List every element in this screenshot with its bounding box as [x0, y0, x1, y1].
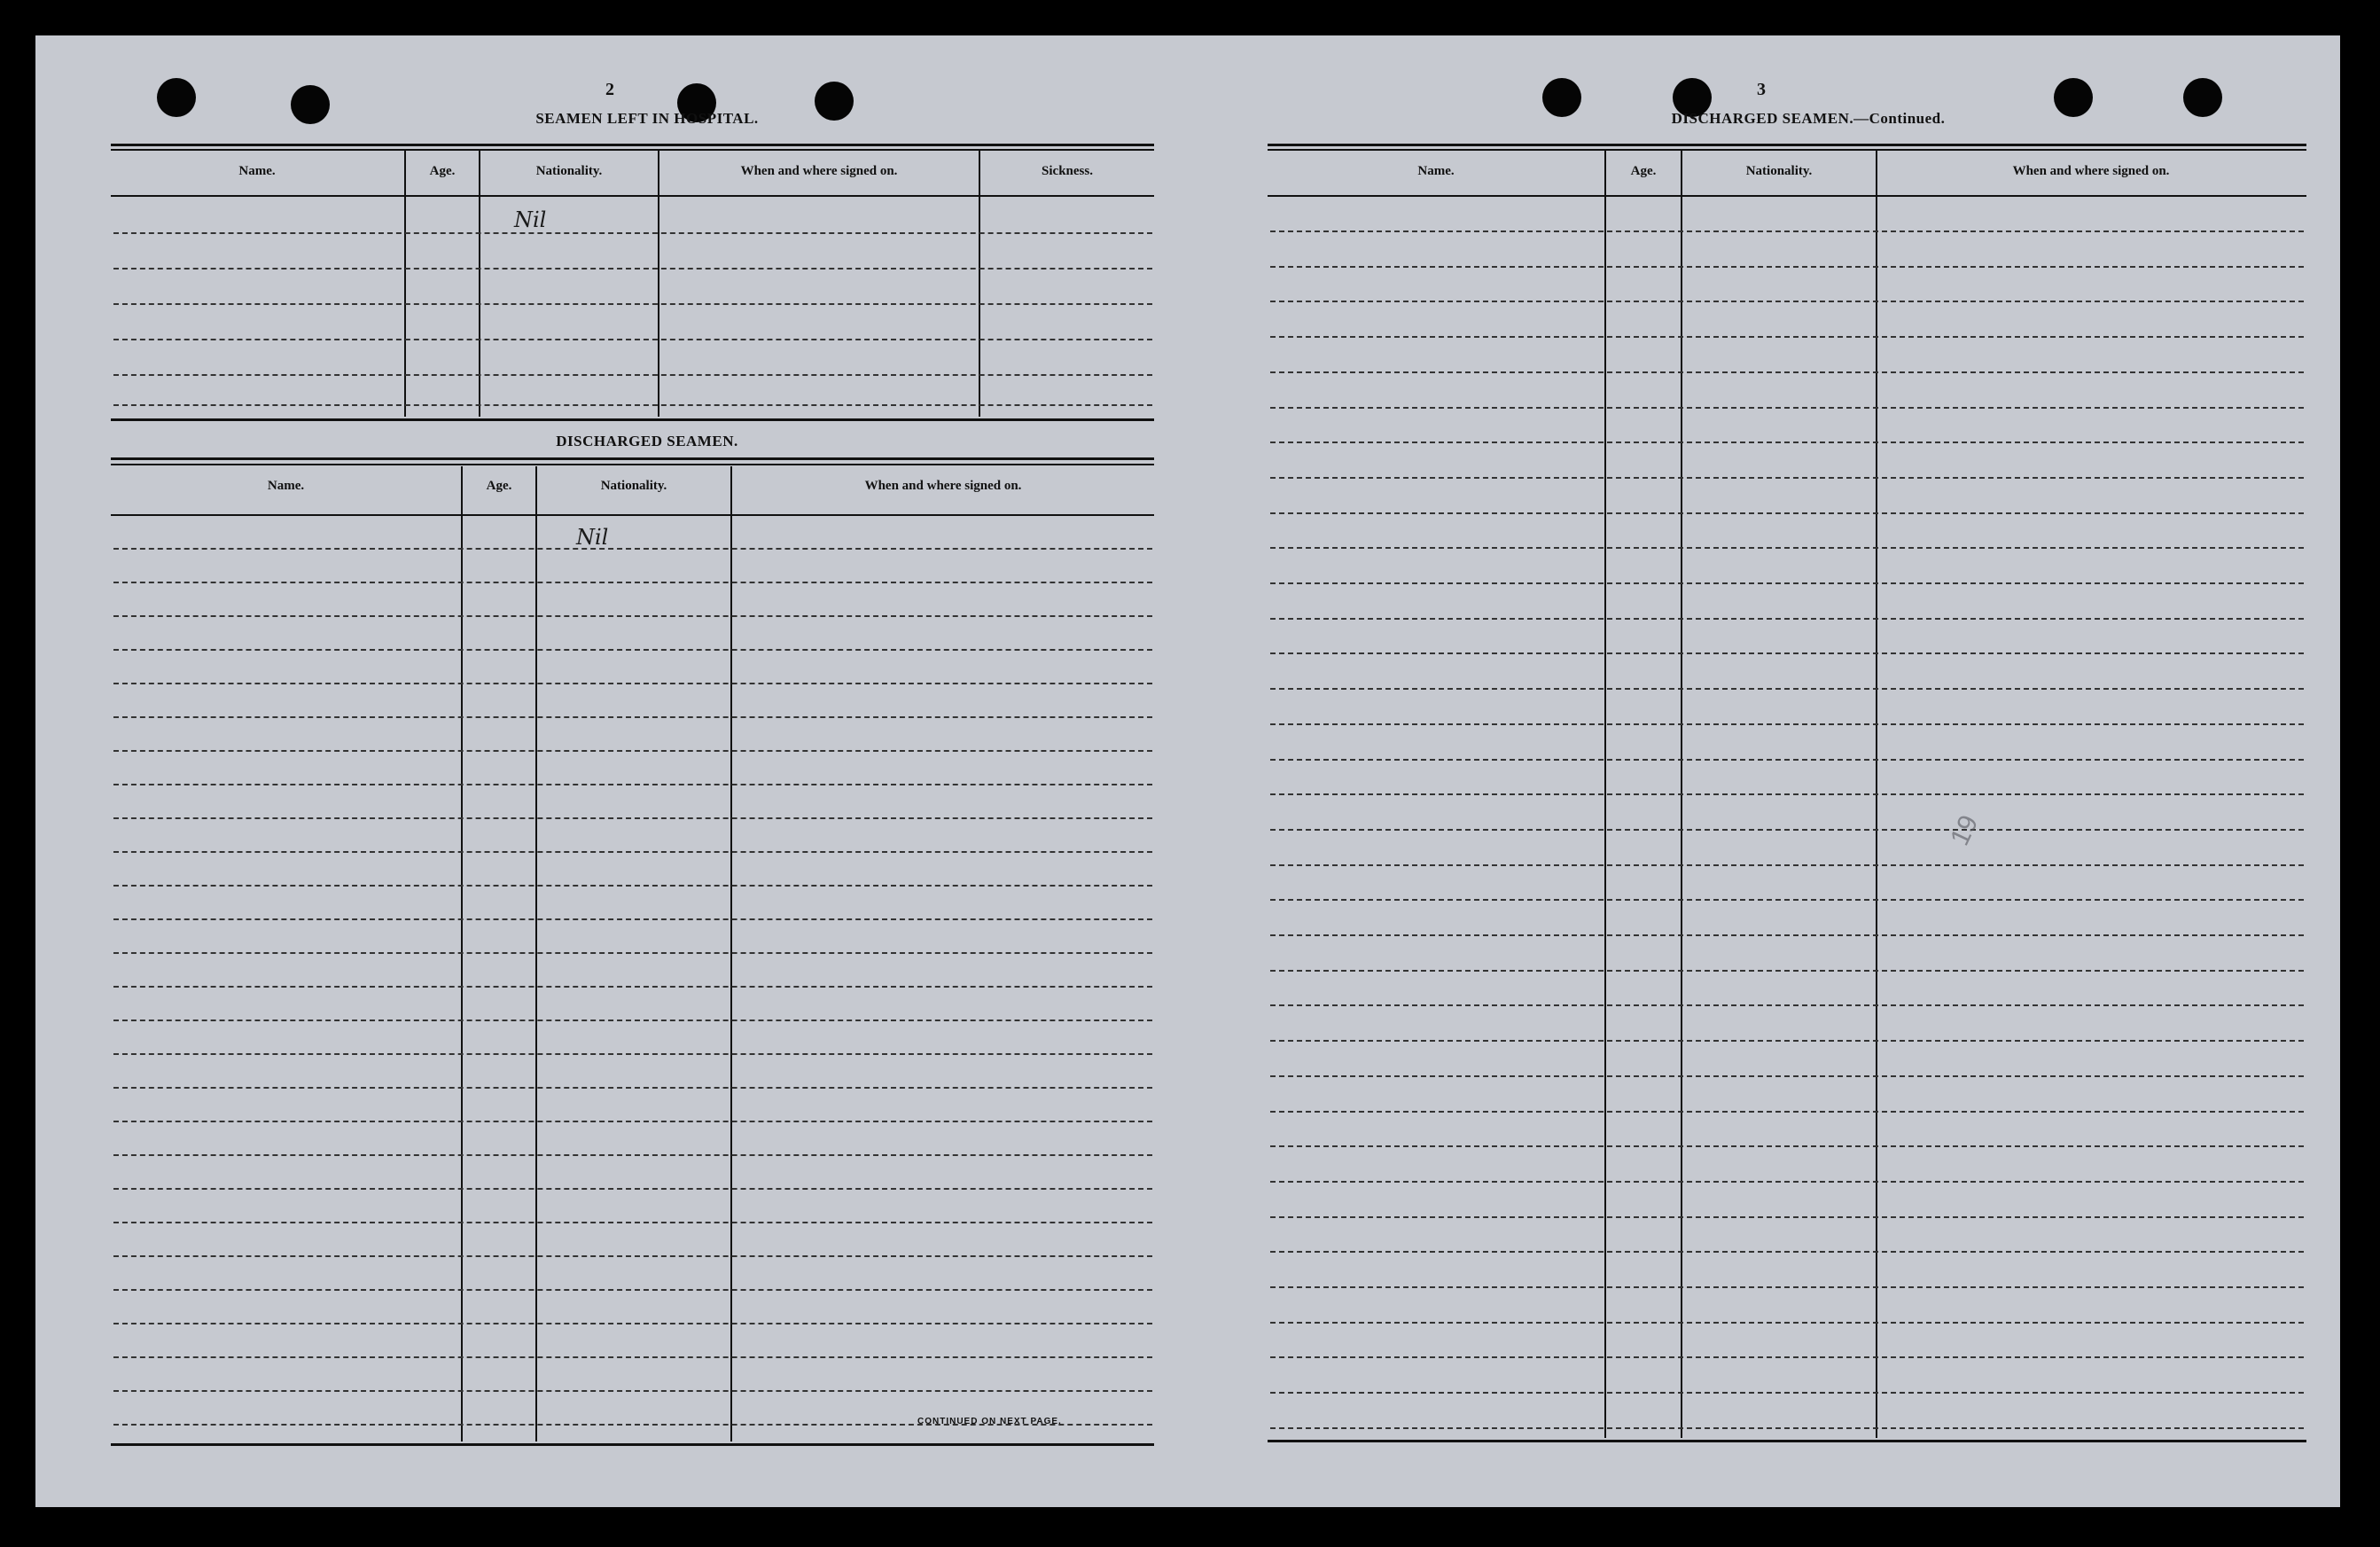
discharged-col-signed-on: When and where signed on. [864, 479, 1022, 493]
ledger-row-line [113, 817, 1152, 819]
ledger-row-line [113, 1222, 1152, 1223]
hospital-col-age: Age. [429, 164, 456, 178]
discharged-col-nationality: Nationality. [600, 479, 667, 493]
right-col-age: Age. [1630, 164, 1657, 178]
ledger-row-line [1270, 1216, 2304, 1218]
ledger-row-line [1270, 336, 2304, 338]
right-table-top-rule [1268, 144, 2306, 146]
ledger-row-line [1270, 266, 2304, 268]
right-table-bottom-rule [1268, 1440, 2306, 1442]
ledger-row-line [1270, 1111, 2304, 1113]
ledger-row-line [1270, 864, 2304, 866]
ledger-row-line [1270, 793, 2304, 795]
discharged-table-bottom-rule [111, 1443, 1154, 1446]
ledger-sheet [35, 35, 2340, 1507]
right-table-top-rule-2 [1268, 149, 2306, 151]
ledger-row-line [1270, 301, 2304, 302]
hospital-table-top-rule-2 [111, 149, 1154, 151]
ledger-row-line [1270, 582, 2304, 584]
ledger-row-line [113, 750, 1152, 752]
ledger-row-line [1270, 970, 2304, 972]
ledger-row-line [1270, 441, 2304, 443]
discharged-col-divider [730, 466, 732, 1442]
ledger-row-line [113, 548, 1152, 550]
hospital-row-line [113, 232, 1152, 234]
discharged-col-name: Name. [267, 479, 305, 493]
ledger-row-line [1270, 547, 2304, 549]
ledger-row-line [1270, 829, 2304, 831]
hospital-row-line [113, 404, 1152, 406]
page-number-right: 3 [1757, 80, 1766, 99]
hospital-row-line [113, 268, 1152, 270]
ledger-row-line [1270, 723, 2304, 725]
hospital-row-line [113, 374, 1152, 376]
ledger-row-line [1270, 618, 2304, 620]
hospital-section-title: SEAMEN LEFT IN HOSPITAL. [535, 110, 759, 127]
ledger-row-line [1270, 1251, 2304, 1253]
hospital-table-top-rule [111, 144, 1154, 146]
ledger-row-line [113, 1053, 1152, 1055]
ledger-row-line [1270, 1004, 2304, 1006]
ledger-row-line [113, 1087, 1152, 1089]
discharged-nil-entry: Nil [576, 525, 609, 550]
ledger-row-line [113, 615, 1152, 617]
right-col-nationality: Nationality. [1745, 164, 1813, 178]
discharged-section-title: DISCHARGED SEAMEN. [556, 433, 738, 449]
ledger-row-line [113, 986, 1152, 988]
ledger-row-line [1270, 1145, 2304, 1147]
hospital-col-divider [658, 151, 659, 417]
hospital-col-divider [404, 151, 406, 417]
ledger-row-line [1270, 477, 2304, 479]
ledger-row-line [1270, 899, 2304, 901]
discharged-table-top-rule [111, 457, 1154, 460]
ledger-row-line [113, 1121, 1152, 1122]
ledger-row-line [113, 952, 1152, 954]
hospital-col-signed-on: When and where signed on. [740, 164, 898, 178]
discharged-table-top-rule-2 [111, 464, 1154, 465]
ledger-row-line [113, 784, 1152, 785]
hospital-row-line [113, 339, 1152, 340]
ledger-row-line [1270, 1181, 2304, 1183]
ledger-row-line [113, 1255, 1152, 1257]
hospital-col-divider [979, 151, 980, 417]
punch-hole [157, 78, 196, 117]
right-col-name: Name. [1417, 164, 1455, 178]
right-header-rule [1268, 195, 2306, 197]
ledger-row-line [113, 851, 1152, 853]
hospital-col-sickness: Sickness. [1042, 164, 1093, 178]
hospital-col-nationality: Nationality. [535, 164, 603, 178]
discharged-col-divider [461, 466, 463, 1442]
ledger-row-line [1270, 759, 2304, 761]
ledger-row-line [1270, 371, 2304, 373]
ledger-row-line [1270, 1040, 2304, 1042]
ledger-row-line [113, 885, 1152, 887]
ledger-row-line [113, 1356, 1152, 1358]
ledger-row-line [1270, 1356, 2304, 1358]
discharged-col-age: Age. [486, 479, 512, 493]
ledger-row-line [113, 1323, 1152, 1324]
faint-stamp: 19 [1945, 810, 1985, 850]
ledger-row-line [1270, 1427, 2304, 1429]
hospital-col-name: Name. [238, 164, 276, 178]
discharged-header-rule [111, 514, 1154, 516]
ledger-row-line [113, 1289, 1152, 1291]
ledger-row-line [1270, 407, 2304, 409]
ledger-row-line [113, 1154, 1152, 1156]
ledger-row-line [113, 1390, 1152, 1392]
ledger-row-line [1270, 652, 2304, 654]
ledger-row-line [113, 683, 1152, 684]
ledger-row-line [1270, 934, 2304, 936]
page-number-left: 2 [605, 80, 614, 99]
hospital-nil-entry: Nil [514, 207, 547, 232]
ledger-row-line [113, 918, 1152, 920]
right-col-signed-on: When and where signed on. [2012, 164, 2170, 178]
ledger-row-line [113, 716, 1152, 718]
discharged-col-divider [535, 466, 537, 1442]
ledger-row-line [1270, 512, 2304, 514]
punch-hole [291, 85, 330, 124]
hospital-table-bottom-rule [111, 418, 1154, 421]
right-section-title: DISCHARGED SEAMEN.—Continued. [1671, 110, 1946, 127]
ledger-row-line [1270, 1322, 2304, 1324]
punch-hole [2183, 78, 2222, 117]
hospital-col-divider [479, 151, 480, 417]
ledger-row-line [1270, 1392, 2304, 1394]
ledger-row-line [1270, 1075, 2304, 1077]
continued-note: CONTINUED ON NEXT PAGE. [917, 1417, 1062, 1426]
hospital-header-rule [111, 195, 1154, 197]
hospital-row-line [113, 303, 1152, 305]
ledger-row-line [113, 582, 1152, 583]
ledger-row-line [1270, 688, 2304, 690]
ledger-row-line [1270, 1286, 2304, 1288]
ledger-row-line [1270, 230, 2304, 232]
ledger-row-line [113, 1188, 1152, 1190]
ledger-row-line [113, 1020, 1152, 1021]
ledger-row-line [113, 649, 1152, 651]
